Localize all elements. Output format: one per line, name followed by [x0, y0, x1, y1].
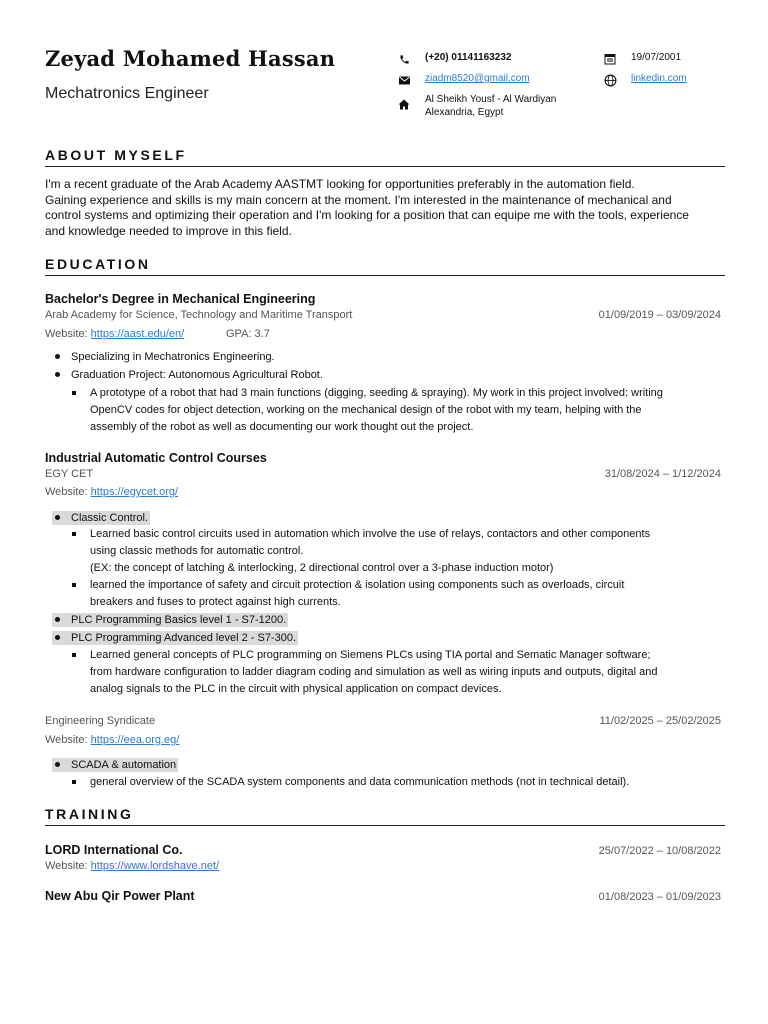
resume-name: Zeyad Mohamed Hassan	[45, 46, 336, 71]
eea-link[interactable]: https://eea.org.eg/	[90, 734, 180, 746]
contact-phone	[397, 52, 511, 66]
degree-dates: 01/09/2019 – 03/09/2024	[598, 309, 721, 321]
home-icon	[397, 97, 411, 111]
sub-list-item: A prototype of a robot that had 3 main functions (digging, seeding & spraying). My work in this project involved: writing OpenCV codes for object detection, working on the mechanical design of the robot with my team, helping with the assembly of the robot as well as documenting our work thought out the project.	[72, 385, 722, 436]
courses-website	[45, 486, 178, 498]
calendar-icon	[603, 52, 617, 66]
sub-list-item: Learned general concepts of PLC programming on Siemens PLCs using TIA portal and Sematic Manager software; from hardware configuration to ladder diagram coding and simulation as well as wiring inputs and outputs, digital and analog signals to the PLC in the circuit with physical application on compact devices.	[72, 647, 722, 698]
contact-birthdate	[603, 52, 681, 66]
list-item: Graduation Project: Autonomous Agricultural Robot.	[55, 369, 323, 381]
contact-linkedin	[603, 73, 687, 87]
courses-dates: 31/08/2024 – 1/12/2024	[604, 468, 721, 480]
website-label: Website:	[45, 486, 88, 498]
address-line-1: Al Sheikh Yousf - Al Wardiyan	[425, 94, 557, 105]
about-line: control systems and optimizing their operation and I'm looking for a position that can equipe me with the tools, experience	[45, 208, 689, 223]
globe-icon	[603, 73, 617, 87]
birthdate: 19/07/2001	[631, 52, 682, 63]
list-item: Classic Control.	[52, 511, 150, 525]
syndicate-dates: 11/02/2025 – 25/02/2025	[599, 715, 721, 727]
egycet-link[interactable]: https://egycet.org/	[90, 486, 179, 498]
contact-email	[397, 73, 530, 87]
website-label: Website:	[45, 328, 88, 340]
website-label: Website:	[45, 860, 88, 872]
about-text	[45, 177, 730, 239]
sub-list-item: Learned basic control circuits used in automation which involve the use of relays, contactors and other components using classic methods for automatic control. (EX: the concept of latching & interlocking, 2 directional control over a 3-phase induction motor)	[72, 526, 722, 577]
lordshave-link[interactable]: https://www.lordshave.net/	[90, 860, 220, 872]
courses-provider: EGY CET	[45, 468, 94, 480]
section-education-heading: EDUCATION	[45, 256, 725, 276]
about-line: and knowledge needed to improve in this field.	[45, 223, 292, 238]
training-abuqir-title: New Abu Qir Power Plant	[45, 889, 195, 903]
job-title: Mechatronics Engineer	[45, 85, 209, 102]
email-icon	[397, 73, 411, 87]
email-link[interactable]: ziadm8520@gmail.com	[425, 73, 530, 84]
contact-address	[397, 93, 556, 119]
courses-title: Industrial Automatic Control Courses	[45, 451, 267, 465]
about-line: Gaining experience and skills is my main concern at the moment. I'm interested in the maintenance of mechanical and	[45, 192, 672, 207]
phone-number: (+20) 01141163232	[425, 52, 512, 63]
address-line-2: Alexandria, Egypt	[425, 107, 504, 118]
training-abuqir-dates: 01/08/2023 – 01/09/2023	[598, 891, 721, 903]
list-item: PLC Programming Basics level 1 - S7-1200.	[52, 613, 288, 627]
sub-list-item: general overview of the SCADA system components and data communication methods (not in technical detail).	[72, 774, 722, 791]
degree-institution: Arab Academy for Science, Technology and Maritime Transport	[45, 309, 353, 321]
address	[425, 93, 556, 119]
syndicate-website	[45, 734, 179, 746]
syndicate-provider: Engineering Syndicate	[45, 715, 156, 727]
training-lord-dates: 25/07/2022 – 10/08/2022	[598, 845, 721, 857]
section-training-heading: TRAINING	[45, 806, 725, 826]
list-item: SCADA & automation	[52, 758, 178, 772]
phone-icon	[397, 52, 411, 66]
website-label: Website:	[45, 734, 88, 746]
sub-list-item: learned the importance of safety and circuit protection & isolation using components such as overloads, circuit breakers and fuses to protect against high currents.	[72, 577, 722, 611]
about-line: I'm a recent graduate of the Arab Academy AASTMT looking for opportunities preferably in the automation field.	[45, 177, 635, 191]
degree-gpa: GPA: 3.7	[226, 328, 270, 340]
training-lord-title: LORD International Co.	[45, 843, 183, 857]
degree-title: Bachelor's Degree in Mechanical Engineering	[45, 292, 316, 306]
degree-website	[45, 328, 184, 340]
linkedin-link[interactable]: linkedin.com	[631, 73, 687, 84]
list-item: PLC Programming Advanced level 2 - S7-300.	[52, 631, 298, 645]
aast-link[interactable]: https://aast.edu/en/	[90, 328, 185, 340]
section-about-heading: ABOUT MYSELF	[45, 147, 725, 167]
list-item: Specializing in Mechatronics Engineering.	[55, 351, 275, 363]
training-lord-website	[45, 860, 219, 872]
